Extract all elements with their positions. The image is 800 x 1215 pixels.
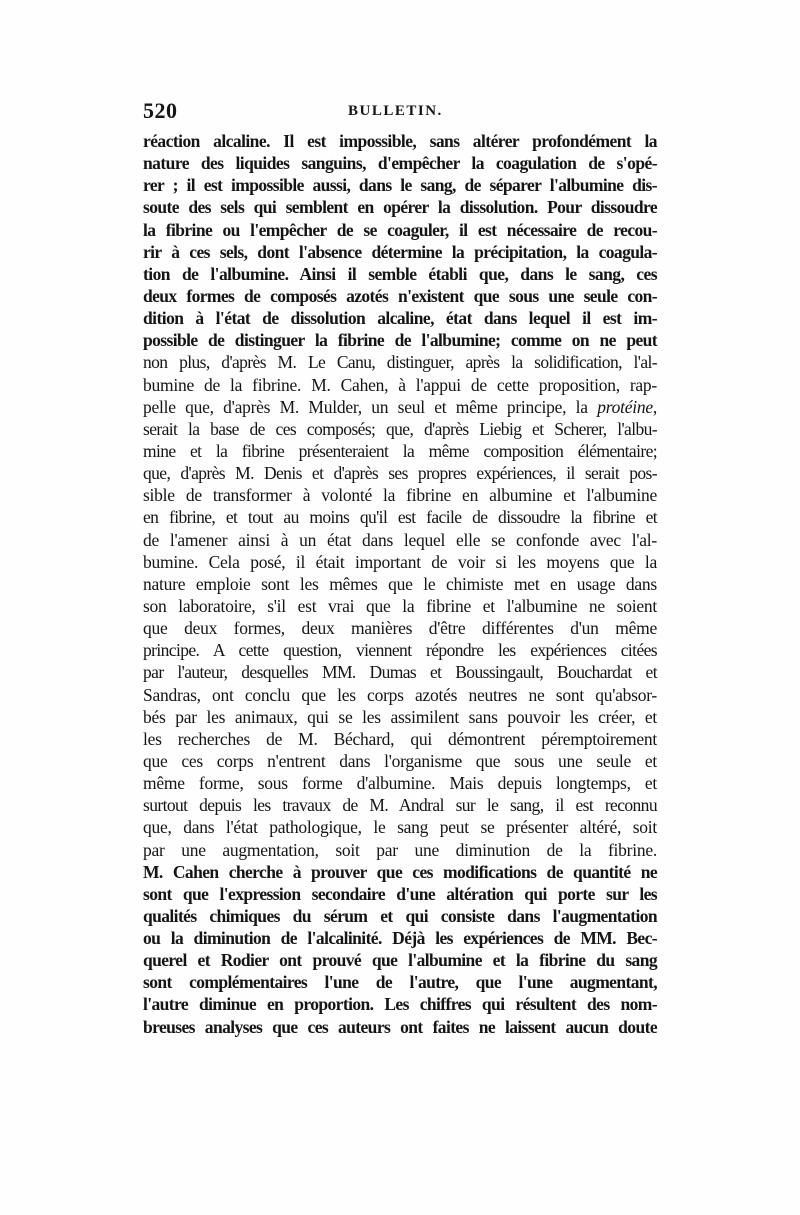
text-line: dition à l'état de dissolution alcaline, état dans lequel il est im- <box>143 308 657 329</box>
text-line: tion de l'albumine. Ainsi il semble établi que, dans le sang, ces <box>143 263 657 284</box>
text-line: par l'auteur, desquelles MM. Dumas et Boussingault, Bouchardat et <box>143 662 657 683</box>
text-line: que, dans l'état pathologique, le sang peut se présenter altéré, soit <box>143 817 657 838</box>
text-line: serait la base de ces composés; que, d'après Liebig et Scherer, l'albu- <box>143 418 657 439</box>
text-line: qualités chimiques du sérum et qui consiste dans l'augmentation <box>143 905 657 926</box>
text-line: sont que l'expression secondaire d'une altération qui porte sur les <box>143 883 657 904</box>
line-text: pelle que, d'après M. Mulder, un seul et même principe, la <box>143 396 598 417</box>
text-line: non plus, d'après M. Le Canu, distinguer, après la solidification, l'al- <box>143 352 657 373</box>
running-head <box>143 98 657 126</box>
line-text: , <box>652 396 657 417</box>
text-line: que, d'après M. Denis et d'après ses propres expériences, il serait pos- <box>143 463 657 484</box>
text-line: rir à ces sels, dont l'absence détermine la précipitation, la coagula- <box>143 241 657 262</box>
text-line: même forme, sous forme d'albumine. Mais depuis longtemps, et <box>143 773 657 794</box>
text-line: que deux formes, deux manières d'être différentes d'un même <box>143 618 657 639</box>
text-line: nature des liquides sanguins, d'empêcher la coagulation de s'opé- <box>143 153 657 174</box>
text-line: M. Cahen cherche à prouver que ces modifications de quantité ne <box>143 861 657 882</box>
text-line: de l'amener ainsi à un état dans lequel elle se confonde avec l'al- <box>143 529 657 550</box>
text-line: en fibrine, et tout au moins qu'il est facile de dissoudre la fibrine et <box>143 507 657 528</box>
text-line: bés par les animaux, qui se les assimilent sans pouvoir les créer, et <box>143 706 657 727</box>
text-line: la fibrine ou l'empêcher de se coaguler, il est nécessaire de recou- <box>143 219 657 240</box>
text-line: bumine. Cela posé, il était important de voir si les moyens que la <box>143 551 657 572</box>
text-line: par une augmentation, soit par une diminution de la fibrine. <box>143 839 657 860</box>
text-line: deux formes de composés azotés n'existent que sous une seule con- <box>143 285 657 306</box>
text-line: surtout depuis les travaux de M. Andral sur le sang, il est reconnu <box>143 795 657 816</box>
text-line: les recherches de M. Béchard, qui démontrent péremptoirement <box>143 728 657 749</box>
text-line: querel et Rodier ont prouvé que l'albumine et la fibrine du sang <box>143 950 657 971</box>
text-line: sont complémentaires l'une de l'autre, que l'une augmentant, <box>143 972 657 993</box>
text-line: réaction alcaline. Il est impossible, sans altérer profondément la <box>143 131 657 151</box>
text-line: que ces corps n'entrent dans l'organisme que sous une seule et <box>143 750 657 771</box>
text-line: rer ; il est impossible aussi, dans le sang, de séparer l'albumine dis- <box>143 175 657 196</box>
text-line: bumine de la fibrine. M. Cahen, à l'appui de cette proposition, rap- <box>143 374 657 395</box>
text-line: breuses analyses que ces auteurs ont faites ne laissent aucun doute <box>143 1016 657 1037</box>
text-line: possible de distinguer la fibrine de l'albumine; comme on ne peut <box>143 330 657 351</box>
text-line: soute des sels qui semblent en opérer la dissolution. Pour dissoudre <box>143 197 657 218</box>
text-line: l'autre diminue en proportion. Les chiffres qui résultent des nom- <box>143 994 657 1015</box>
text-line: son laboratoire, s'il est vrai que la fibrine et l'albumine ne soient <box>143 595 657 616</box>
text-line: mine et la fibrine présenteraient la même composition élémentaire; <box>143 440 657 461</box>
text-line <box>143 396 657 418</box>
text-line: principe. A cette question, viennent répondre les expériences citées <box>143 640 657 661</box>
body-text <box>143 130 657 1038</box>
text-line: sible de transformer à volonté la fibrine en albumine et l'albumine <box>143 485 657 506</box>
text-line: Sandras, ont conclu que les corps azotés neutres ne sont qu'absor- <box>143 684 657 705</box>
running-title: BULLETIN. <box>348 103 443 119</box>
text-line: ou la diminution de l'alcalinité. Déjà les expériences de MM. Bec- <box>143 928 657 949</box>
page-number: 520 <box>143 98 178 123</box>
italic-term: protéine <box>597 396 653 417</box>
text-line: nature emploie sont les mêmes que le chimiste met en usage dans <box>143 573 657 594</box>
